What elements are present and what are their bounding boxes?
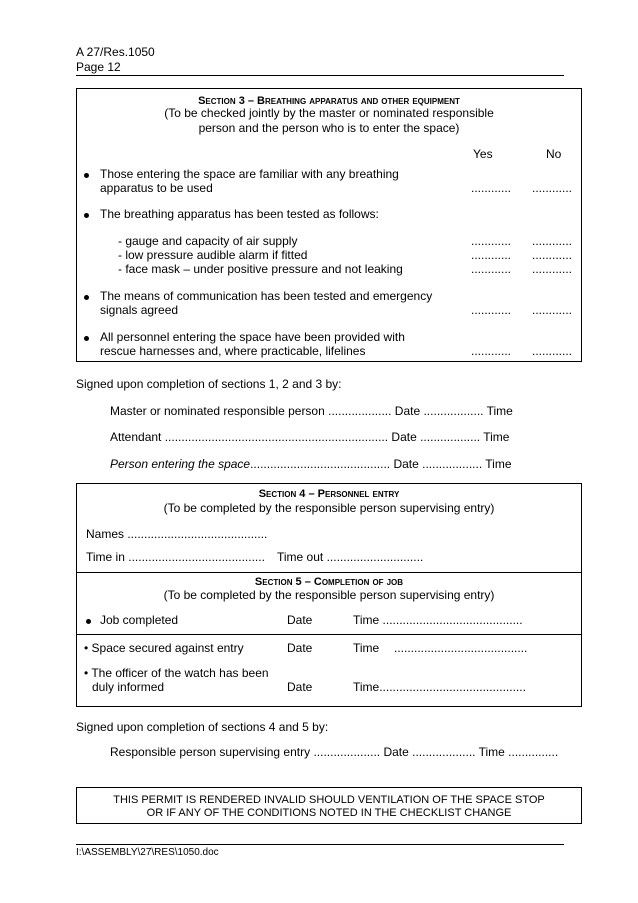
sub2-yes-blank: ............ [471, 248, 512, 262]
item4-line2: rescue harnesses and, where practicable, lifelines [100, 344, 366, 358]
sub-item-mask: - face mask – under positive pressure and not leaking [118, 262, 403, 276]
section3-subtitle-1: (To be checked jointly by the master or nominated responsible [164, 106, 494, 120]
space-secured-label: • Space secured against entry [84, 641, 244, 655]
signed-123-heading: Signed upon completion of sections 1, 2 and 3 by: [76, 377, 342, 391]
section3-title: Section 3 – Breathing apparatus and other equipment [198, 95, 460, 107]
col-no-header: No [546, 147, 562, 161]
job-completed-date: Date [287, 613, 313, 627]
sub-item-gauge: - gauge and capacity of air supply [118, 234, 298, 248]
officer-time: Time............................................ [353, 680, 526, 694]
time-in-field: Time in ......................................... [86, 550, 265, 564]
item1-line1: Those entering the space are familiar with any breathing [100, 167, 399, 181]
item3-yes-blank: ............ [471, 303, 512, 317]
officer-line1: • The officer of the watch has been [84, 666, 269, 680]
bullet-icon [86, 619, 91, 624]
signature-responsible-line: Responsible person supervising entry .................... Date ................... Time ............... [110, 745, 559, 759]
col-yes-header: Yes [473, 147, 493, 161]
time-out-field: Time out ............................. [277, 550, 424, 564]
names-field: Names .......................................... [86, 527, 268, 541]
item1-line2: apparatus to be used [100, 181, 213, 195]
item2-text: The breathing apparatus has been tested as follows: [100, 207, 379, 221]
item3-line1: The means of communication has been tested and emergency [100, 289, 433, 303]
invalid-notice-line2: OR IF ANY OF THE CONDITIONS NOTED IN THE CHECKLIST CHANGE [146, 807, 512, 819]
sub3-no-blank: ............ [532, 262, 573, 276]
person-entering-blanks: .......................................... Date .................. Time [250, 457, 512, 471]
section5-subtitle: (To be completed by the responsible person supervising entry) [163, 588, 495, 602]
sub2-no-blank: ............ [532, 248, 573, 262]
sub3-yes-blank: ............ [471, 262, 512, 276]
signature-person-line [110, 457, 512, 471]
item4-no-blank: ............ [532, 344, 573, 358]
section5-title: Section 5 – Completion of job [254, 576, 404, 588]
officer-date: Date [287, 680, 313, 694]
space-secured-date: Date [287, 641, 313, 655]
bullet-icon [84, 173, 89, 178]
signature-attendant-line: Attendant ................................................................... Date .................. Time [110, 430, 510, 444]
footer-rule [76, 844, 564, 845]
bullet-icon [84, 336, 89, 341]
header-rule [76, 75, 564, 76]
signed-45-heading: Signed upon completion of sections 4 and 5 by: [76, 720, 329, 734]
space-secured-time-label: Time [353, 641, 380, 655]
sub1-no-blank: ............ [532, 234, 573, 248]
signature-master-line: Master or nominated responsible person ................... Date .................. Time [110, 404, 513, 418]
bullet-icon [84, 213, 89, 218]
person-entering-label: Person entering the space [110, 457, 251, 471]
job-completed-time: Time .......................................... [353, 613, 523, 627]
sub1-yes-blank: ............ [471, 234, 512, 248]
bullet-icon [84, 295, 89, 300]
item4-yes-blank: ............ [471, 344, 512, 358]
item1-no-blank: ............ [532, 181, 573, 195]
item4-line1: All personnel entering the space have been provided with [100, 330, 405, 344]
section4-title: Section 4 – Personnel entry [258, 488, 400, 500]
item3-no-blank: ............ [532, 303, 573, 317]
doc-reference: A 27/Res.1050 [76, 45, 155, 59]
section4-subtitle: (To be completed by the responsible person supervising entry) [163, 501, 495, 515]
section3-subtitle-2: person and the person who is to enter the space) [198, 121, 460, 135]
officer-line2: duly informed [92, 680, 165, 694]
item3-line2: signals agreed [100, 303, 179, 317]
space-secured-time-blank: ........................................ [394, 641, 528, 655]
page-number: Page 12 [76, 60, 121, 74]
item1-yes-blank: ............ [471, 181, 512, 195]
job-completed-label: Job completed [100, 613, 179, 627]
invalid-notice-line1: THIS PERMIT IS RENDERED INVALID SHOULD VENTILATION OF THE SPACE STOP [113, 794, 545, 806]
footer-path: I:\ASSEMBLY\27\RES\1050.doc [76, 847, 219, 858]
sub-item-alarm: - low pressure audible alarm if fitted [118, 248, 308, 262]
